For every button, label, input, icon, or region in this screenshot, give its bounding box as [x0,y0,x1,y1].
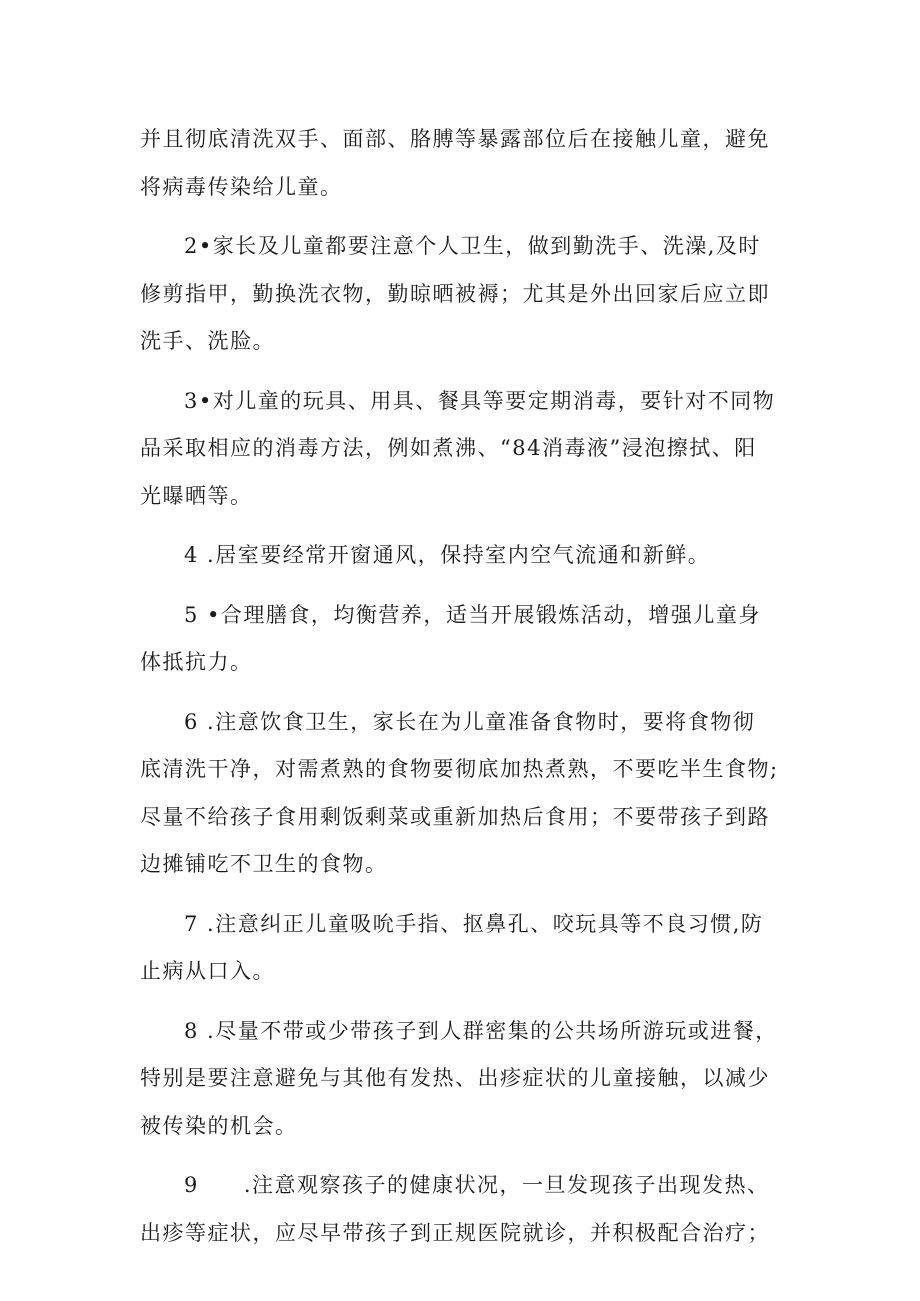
paragraph-item-9 [140,1162,790,1257]
paragraph-item-3 [140,378,790,521]
text-line: 并且彻底清洗双手、面部、胳膊等暴露部位后在接触儿童，避免 [140,127,770,151]
paragraph-item-2 [140,223,790,366]
text-line: 9 .注意观察孩子的健康状况，一旦发现孩子出现发热、 [184,1173,770,1197]
text-line: 5 •合理膳食，均衡营养，适当开展锻炼活动，增强儿童身 [184,602,761,627]
text-line: 特别是要注意避免与其他有发热、出疹症状的儿童接触，以减少 [140,1066,770,1090]
text-line: 6 .注意饮食卫生，家长在为儿童准备食物时，要将食物彻 [184,709,756,734]
text-line: 4 .居室要经常开窗通风，保持室内空气流通和新鲜。 [184,543,711,567]
text-line: 8 .尽量不带或少带孩子到人群密集的公共场所游玩或进餐， [184,1018,778,1043]
text-line: 将病毒传染给儿童。 [140,174,343,199]
text-line: 光曝晒等。 [140,483,253,508]
text-line: 出疹等症状，应尽早带孩子到正规医院就诊，并积极配合治疗； [140,1220,770,1245]
paragraph-continuation [140,116,790,211]
text-line: 3•对儿童的玩具、用具、餐具等要定期消毒，要针对不同物 [184,388,776,413]
text-line: 7 .注意纠正儿童吸吮手指、抠鼻孔、咬玩具等不良习惯,防 [184,911,764,936]
text-line: 被传染的机会。 [140,1113,298,1138]
text-line: 底清洗干净，对需煮熟的食物要彻底加热煮熟，不要吃半生食物; [140,757,779,781]
text-line: 尽量不给孩子食用剩饭剩菜或重新加热后食用；不要带孩子到路 [140,804,770,829]
text-line: 品采取相应的消毒方法，例如煮沸、“84消毒液”浸泡擦拭、阳 [140,436,757,460]
paragraph-item-6 [140,699,790,889]
text-line: 修剪指甲，勤换洗衣物，勤晾晒被褥；尤其是外出回家后应立即 [140,281,770,306]
text-line: 止病从口入。 [140,959,275,983]
text-line: 体抵抗力。 [140,650,253,674]
document-body [140,116,790,1257]
paragraph-item-5 [140,592,790,687]
text-line: 边摊铺吃不卫生的食物。 [140,852,388,876]
text-line: 洗手、洗脸。 [140,329,275,353]
paragraph-item-7 [140,901,790,996]
paragraph-item-8 [140,1008,790,1151]
text-line: 2•家长及儿童都要注意个人卫生，做到勤洗手、洗澡,及时 [184,234,761,258]
paragraph-item-4 [140,532,790,580]
